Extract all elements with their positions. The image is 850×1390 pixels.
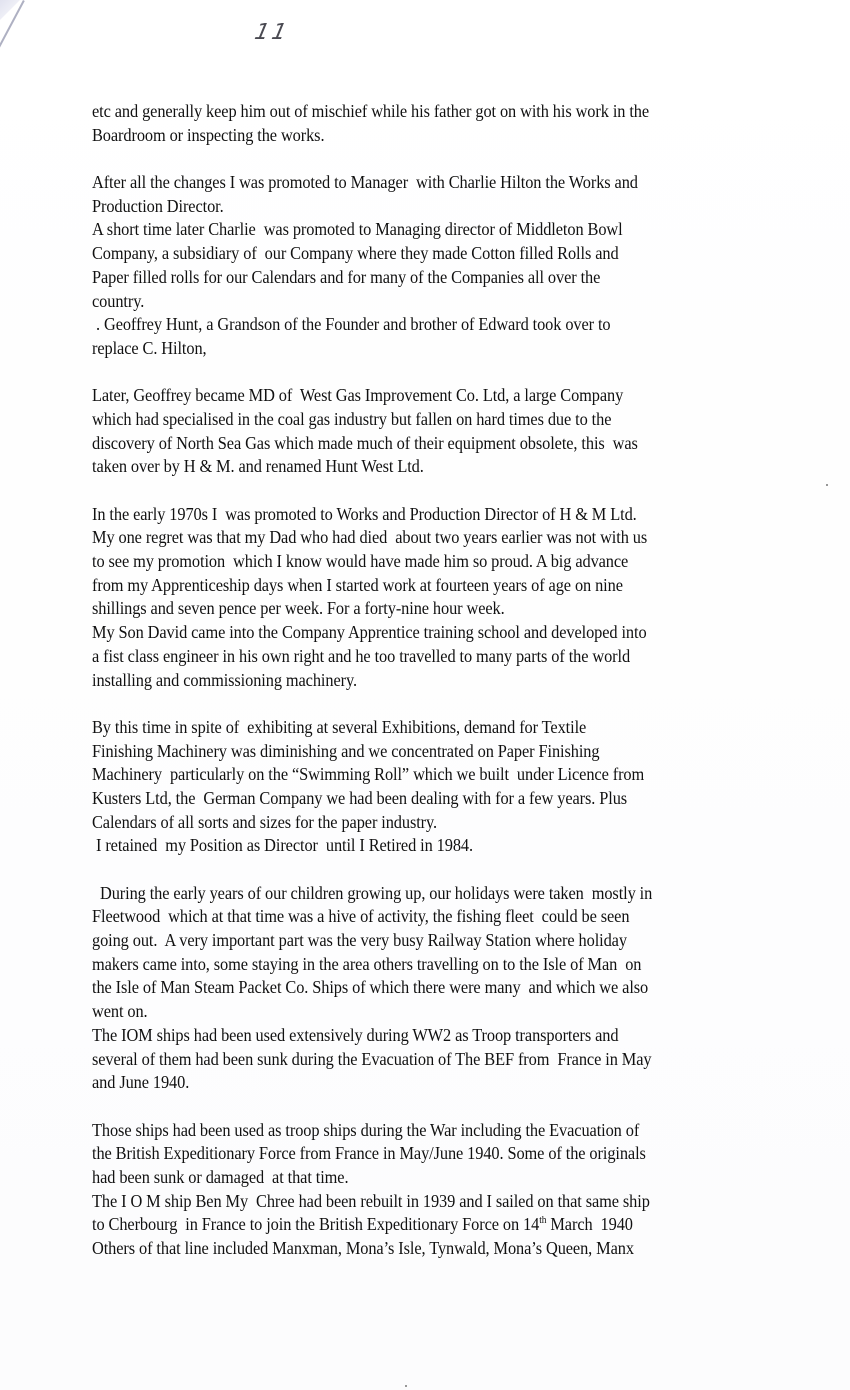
text-line: Machinery particularly on the “Swimming Roll” which we built under Licence from <box>92 764 645 785</box>
text-line: . Geoffrey Hunt, a Grandson of the Founder and brother of Edward took over to <box>92 314 611 335</box>
text-line: the Isle of Man Steam Packet Co. Ships of which there were many and which we also <box>92 977 649 998</box>
text-line: Boardroom or inspecting the works. <box>92 124 325 145</box>
text-line: went on. <box>92 1001 148 1022</box>
text-line: a fist class engineer in his own right and he too travelled to many parts of the world <box>92 645 631 666</box>
text-line: etc and generally keep him out of mischief while his father got on with his work in the <box>92 101 650 121</box>
paragraph <box>92 1119 769 1261</box>
paragraph <box>92 882 769 1095</box>
handwritten-page-number: 11 <box>252 20 292 45</box>
paragraph <box>92 100 769 147</box>
text-line: which had specialised in the coal gas industry but fallen on hard times due to the <box>92 408 612 429</box>
text-line: The I O M ship Ben My Chree had been rebuilt in 1939 and I sailed on that same ship <box>92 1190 650 1211</box>
paragraph <box>92 384 769 479</box>
text-line: In the early 1970s I was promoted to Works and Production Director of H & M Ltd. <box>92 503 637 524</box>
ordinal-suffix: th <box>539 1215 547 1227</box>
text-line: and June 1940. <box>92 1072 190 1093</box>
text-line: Others of that line included Manxman, Mona’s Isle, Tynwald, Mona’s Queen, Manx <box>92 1238 634 1258</box>
text-line: had been sunk or damaged at that time. <box>92 1166 349 1187</box>
text-line: The IOM ships had been used extensively during WW2 as Troop transporters and <box>92 1024 619 1045</box>
text-line: After all the changes I was promoted to Manager with Charlie Hilton the Works and <box>92 172 638 193</box>
scan-speck <box>405 1385 407 1387</box>
text-line: shillings and seven pence per week. For a forty-nine hour week. <box>92 598 505 619</box>
text-line: My one regret was that my Dad who had died about two years earlier was not with us <box>92 527 648 548</box>
document-body <box>92 100 769 1261</box>
text-line: Fleetwood which at that time was a hive of activity, the fishing fleet could be seen <box>92 906 630 927</box>
text-line: replace C. Hilton, <box>92 337 207 358</box>
text-line: Production Director. <box>92 195 224 216</box>
text-line: During the early years of our children growing up, our holidays were taken mostly in <box>92 882 653 903</box>
paragraph <box>92 716 769 858</box>
text-line: A short time later Charlie was promoted to Managing director of Middleton Bowl <box>92 219 623 240</box>
paragraph <box>92 171 769 361</box>
text-line: from my Apprenticeship days when I started work at fourteen years of age on nine <box>92 574 623 595</box>
text-line: Calendars of all sorts and sizes for the paper industry. <box>92 811 438 832</box>
text-line: country. <box>92 290 145 311</box>
text-line: the British Expeditionary Force from France in May/June 1940. Some of the originals <box>92 1143 646 1164</box>
text-line: Later, Geoffrey became MD of West Gas Improvement Co. Ltd, a large Company <box>92 385 624 406</box>
text-line: several of them had been sunk during the Evacuation of The BEF from France in May <box>92 1048 652 1069</box>
date-line <box>92 1213 769 1237</box>
date-line-prefix: to Cherbourg in France to join the British Expeditionary Force on 14 <box>92 1214 540 1235</box>
scan-speck <box>826 484 828 486</box>
text-line: Those ships had been used as troop ships during the War including the Evacuation of <box>92 1119 640 1140</box>
text-line: installing and commissioning machinery. <box>92 669 357 690</box>
date-line-suffix: March 1940 <box>546 1214 633 1235</box>
text-line: Finishing Machinery was diminishing and we concentrated on Paper Finishing <box>92 740 600 761</box>
text-line: By this time in spite of exhibiting at several Exhibitions, demand for Textile <box>92 716 587 737</box>
text-line: My Son David came into the Company Apprentice training school and developed into <box>92 622 647 643</box>
text-line: to see my promotion which I know would have made him so proud. A big advance <box>92 551 629 572</box>
text-line: taken over by H & M. and renamed Hunt West Ltd. <box>92 456 424 477</box>
text-line: Company, a subsidiary of our Company where they made Cotton filled Rolls and <box>92 243 619 264</box>
text-line: I retained my Position as Director until I Retired in 1984. <box>92 835 473 856</box>
paragraph <box>92 503 769 693</box>
text-line: makers came into, some staying in the area others travelling on to the Isle of Man on <box>92 953 642 974</box>
text-line: discovery of North Sea Gas which made much of their equipment obsolete, this was <box>92 432 638 453</box>
text-line: going out. A very important part was the very busy Railway Station where holiday <box>92 930 627 951</box>
text-line: Kusters Ltd, the German Company we had been dealing with for a few years. Plus <box>92 787 628 808</box>
text-line: Paper filled rolls for our Calendars and for many of the Companies all over the <box>92 266 601 287</box>
